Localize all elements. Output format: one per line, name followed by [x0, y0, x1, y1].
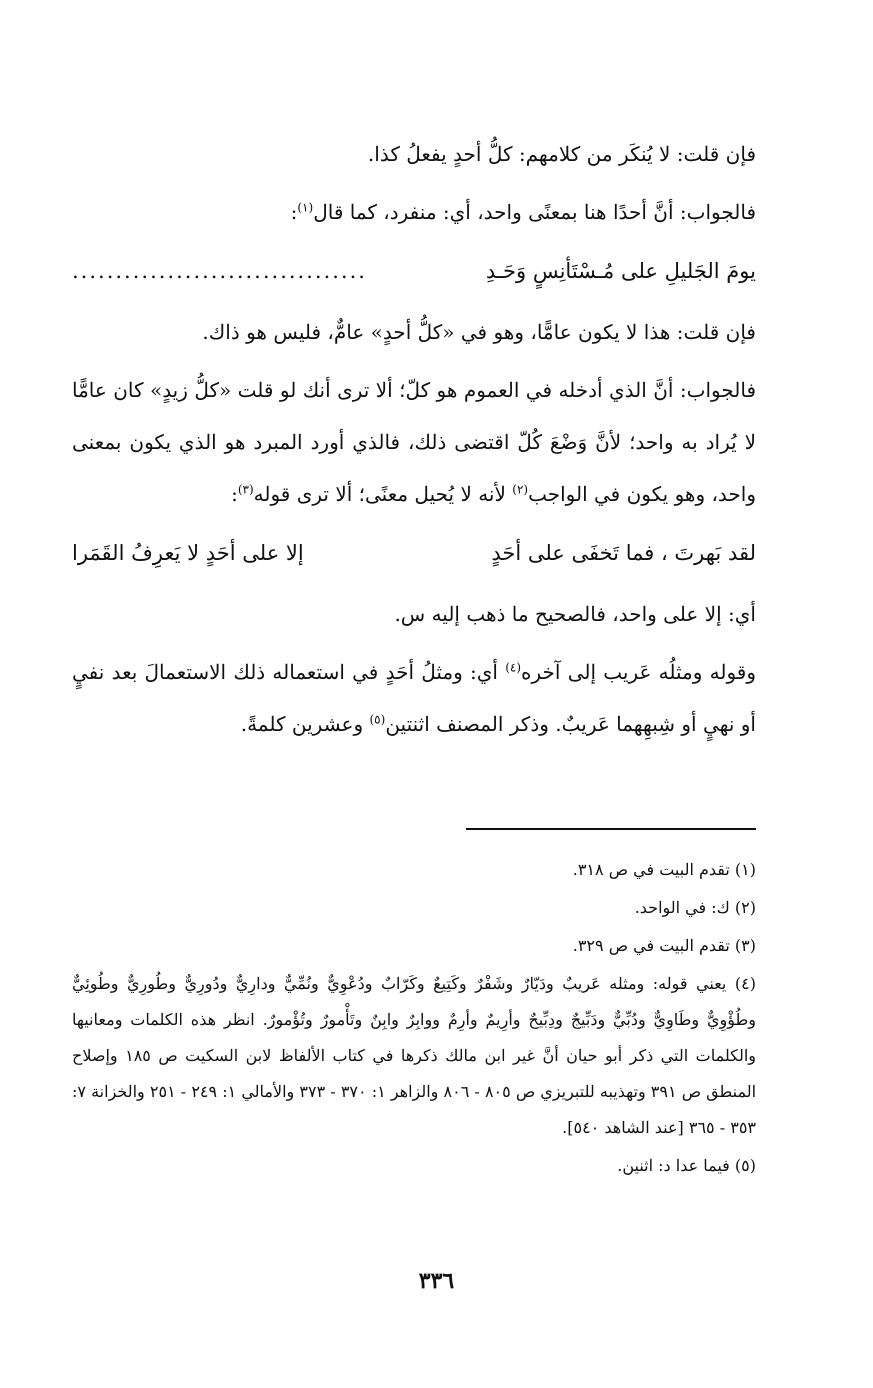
footnotes [72, 852, 756, 1186]
verse-1-hemistich-2: .................................. [72, 259, 367, 283]
footnote-ref-2: (٢) [512, 482, 529, 497]
verse-1 [72, 244, 756, 298]
paragraph-6 [72, 646, 756, 750]
paragraph-6-text-c: وعشرين كلمةً. [240, 712, 370, 736]
verse-1-hemistich-1: يومَ الجَليلِ على مُـسْتَأنِسٍ وَحَـدِ [485, 259, 756, 283]
paragraph-2-end: : [290, 200, 298, 224]
paragraph-5: أي: إلا على واحد، فالصحيح ما ذهب إليه س. [394, 602, 756, 626]
footnote-3: (٣) تقدم البيت في ص ٣٢٩. [572, 936, 756, 955]
paragraph-4-text-a: فالجواب: أنَّ الذي أدخله في العموم هو كلّ؛ ألا ترى أنك لو قلت «كلُّ زيدٍ» كان عامًّا لا يُراد به واحد؛ لأنَّ وَضْعَ كُلّ اقتضى ذلك، فالذي أورد المبرد هو الذي يكون بمعنى واحد، وهو يكون في الواجب [72, 378, 756, 506]
paragraph-4 [72, 364, 756, 520]
footnote-ref-4: (٤) [505, 660, 522, 675]
footnote-1: (١) تقدم البيت في ص ٣١٨. [572, 860, 756, 879]
footnote-ref-5: (٥) [369, 712, 386, 727]
main-text [72, 128, 756, 756]
page-number: ٣٣٦ [418, 1268, 455, 1294]
paragraph-4-end: : [231, 482, 238, 506]
footnote-4: (٤) يعني قوله: ومثله عَريبٌ ودَيّارٌ وشَفْرٌ وكَتِيعٌ وكَرّابٌ ودُعْوِيٌّ ونُمِّيٌّ ودارِيٌّ ودُورِيٌّ وطُورِيٌّ وطُوئِيٌّ وطُؤْوِيٌّ وطَاوِيٌّ ودُبِّيٌّ ودَبِّيجٌ ودِبِّيحٌ وأرِيمٌ وأرِمٌ ووابِرٌ وابِنٌ وتَأْمورٌ وتُؤْمورٌ. انظر هذه الكلمات ومعانيها والكلمات التي ذكر أبو حيان أنَّ غير ابن مالك ذكرها في كتاب الألفاظ لابن السكيت ص ١٨٥ وإصلاح المنطق ص ٣٩١ وتهذيبه للتبريزي ص ٨٠٥ - ٨٠٦ والزاهر ١: ٣٧٠ - ٣٧٣ والأمالي ١: ٢٤٩ - ٢٥١ والخزانة ٧: ٣٥٣ - ٣٦٥ [عند الشاهد ٥٤٠]. [72, 974, 757, 1137]
paragraph-2 [72, 186, 756, 238]
verse-2-hemistich-2: إلا على أحَدٍ لا يَعرِفُ القَمَرا [72, 541, 304, 565]
footnote-ref-1: (١) [297, 200, 314, 215]
paragraph-1: فإن قلت: لا يُنكَر من كلامهم: كلُّ أحدٍ يفعلُ كذا. [367, 142, 756, 166]
paragraph-2-text: فالجواب: أنَّ أحدًا هنا بمعنًى واحد، أي: منفرد، كما قال [313, 200, 756, 224]
footnote-5: (٥) فيما عدا د: اثنين. [617, 1156, 756, 1175]
verse-2-hemistich-1: لقد بَهرتَ ، فما تَخفَى على أحَدٍ [491, 541, 756, 565]
footnote-divider [466, 828, 756, 830]
paragraph-6-text-a: وقوله ومثلُه عَريب إلى آخره [521, 660, 756, 684]
paragraph-6-text-b: أي: ومثلُ أحَدٍ في استعماله ذلك الاستعمالَ بعد نفيٍ أو نهيٍ أو شِبهِهما عَريبٌ. وذكر المصنف اثنتين [72, 660, 756, 736]
footnote-ref-3: (٣) [237, 482, 254, 497]
verse-2 [72, 526, 756, 580]
footnote-2: (٢) ك: في الواحد. [634, 898, 756, 917]
paragraph-4-text-b: لأنه لا يُحيل معنًى؛ ألا ترى قوله [253, 482, 513, 506]
paragraph-3: فإن قلت: هذا لا يكون عامًّا، وهو في «كلُّ أحدٍ» عامٌّ، فليس هو ذاك. [202, 320, 756, 344]
